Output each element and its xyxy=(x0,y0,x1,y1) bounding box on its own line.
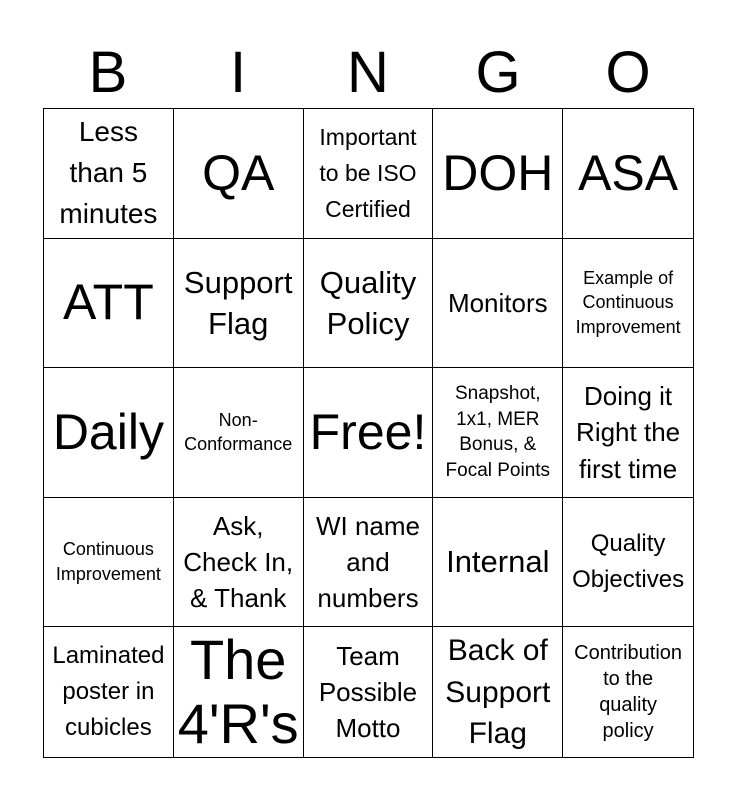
bingo-header xyxy=(43,38,693,108)
bingo-grid xyxy=(43,108,694,758)
bingo-cell-r5-c1[interactable]: Laminated poster in cubicles xyxy=(44,627,174,757)
bingo-cell-r4-c2[interactable]: Ask, Check In, & Thank xyxy=(174,498,304,628)
bingo-cell-r4-c1[interactable]: Continuous Improvement xyxy=(44,498,174,628)
bingo-cell-r3-c1[interactable]: Daily xyxy=(44,368,174,498)
header-letter-g: G xyxy=(475,40,521,105)
bingo-cell-r5-c5[interactable]: Contribution to the quality policy xyxy=(574,642,683,743)
bingo-cell-r5-c3[interactable]: Team Possible Motto xyxy=(304,627,434,757)
header-letter-n: N xyxy=(347,40,389,105)
bingo-cell-r4-c4[interactable]: Internal xyxy=(433,498,563,628)
bingo-cell-r2-c2[interactable]: Support Flag xyxy=(174,239,304,369)
bingo-cell-r1-c4[interactable]: DOH xyxy=(433,109,563,239)
bingo-cell-r1-c5[interactable]: ASA xyxy=(563,109,693,239)
bingo-cell-r1-c3[interactable]: Important to be ISO Certified xyxy=(304,109,434,239)
header-letter-o: O xyxy=(605,40,651,105)
bingo-cell-r3-c3[interactable]: Free! xyxy=(304,368,434,498)
bingo-cell-r4-c3[interactable]: WI name and numbers xyxy=(304,498,434,628)
bingo-cell-r5-c2[interactable]: The 4'R's xyxy=(174,627,304,757)
header-letter-i: I xyxy=(229,40,247,105)
bingo-cell-r1-c2[interactable]: QA xyxy=(174,109,304,239)
bingo-cell-r4-c5[interactable]: Quality Objectives xyxy=(563,498,693,628)
bingo-cell-r5-c4[interactable]: Back of Support Flag xyxy=(433,627,563,757)
bingo-cell-r3-c5[interactable]: Doing it Right the first time xyxy=(563,368,693,498)
bingo-cell-r2-c5[interactable]: Example of Continuous Improvement xyxy=(563,239,693,369)
bingo-cell-r2-c3[interactable]: Quality Policy xyxy=(304,239,434,369)
bingo-cell-r2-c1[interactable]: ATT xyxy=(44,239,174,369)
bingo-cell-r1-c1[interactable]: Less than 5 minutes xyxy=(44,109,174,239)
header-letter-b: B xyxy=(88,40,128,105)
bingo-cell-r3-c2[interactable]: Non- Conformance xyxy=(174,368,304,498)
bingo-cell-r3-c4[interactable]: Snapshot, 1x1, MER Bonus, & Focal Points xyxy=(433,368,563,498)
bingo-cell-r2-c4[interactable]: Monitors xyxy=(433,239,563,369)
